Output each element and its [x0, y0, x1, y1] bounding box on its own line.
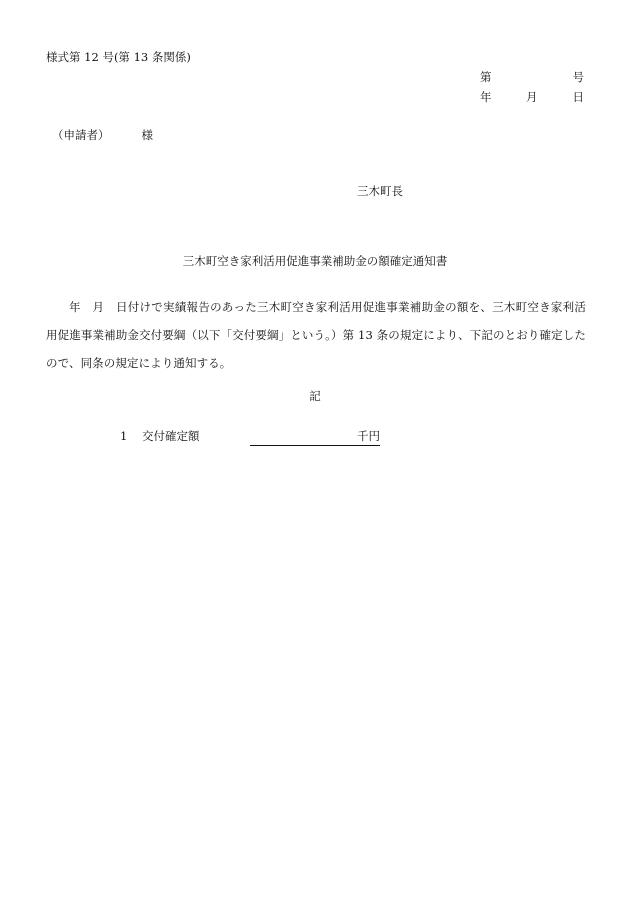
document-number-prefix: 第	[480, 70, 492, 84]
notes-heading: 記	[309, 389, 321, 403]
recipient	[52, 130, 153, 142]
amount-blank	[250, 431, 380, 446]
issue-date	[480, 92, 584, 106]
form-number: 様式第 12 号(第 13 条関係)	[46, 50, 191, 64]
document-title: 三木町空き家利活用促進事業補助金の額確定通知書	[182, 254, 448, 268]
body-paragraph: 年 月 日付けで実績報告のあった三木町空き家利活用促進事業補助金の額を、三木町空き家利活用促進事業補助金交付要綱（以下「交付要綱」という。）第 13 条の規定により、下記のとおり確定したので、同条の規定により通知する。	[46, 300, 586, 370]
amount-unit: 千円	[357, 429, 380, 443]
date-year-label: 年	[480, 90, 492, 104]
date-month-label: 月	[526, 90, 538, 104]
item-number: 1	[120, 429, 128, 443]
recipient-honorific: 様	[141, 128, 153, 142]
document-number-suffix: 号	[572, 70, 584, 84]
document-number	[480, 72, 584, 86]
recipient-label: （申請者）	[52, 128, 110, 142]
date-day-label: 日	[572, 90, 584, 104]
issuer-name: 三木町長	[357, 184, 403, 198]
item-label: 交付確定額	[142, 429, 200, 443]
